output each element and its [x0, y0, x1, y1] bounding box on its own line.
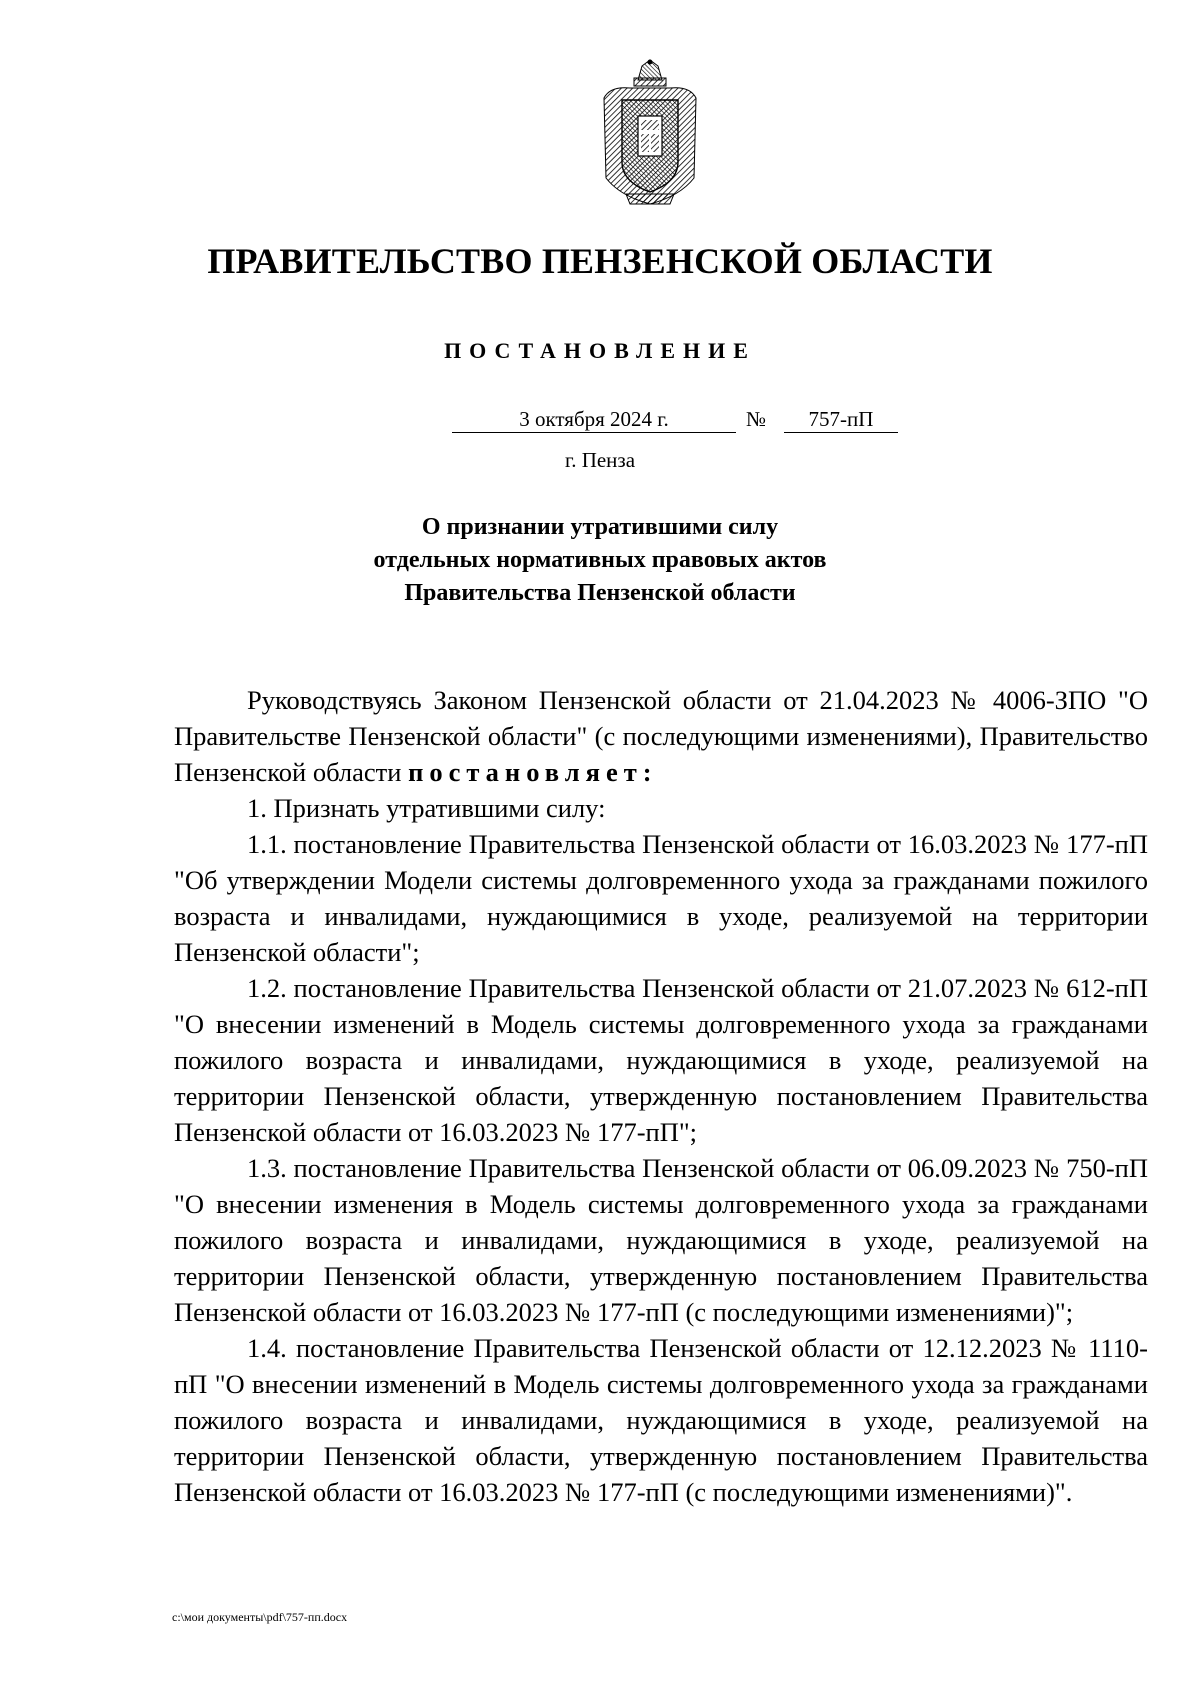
document-type: ПОСТАНОВЛЕНИЕ	[444, 338, 756, 363]
item-1-2: 1.2. постановление Правительства Пензенской области от 21.07.2023 № 612-пП "О внесении изменений в Модель системы долговременного ухода за гражданами пожилого возраста и инвалидами, нуждающимися в уходе, реализуемой на территории Пензенской области, утвержденную постановлением Правительства Пензенской области от 16.03.2023 № 177-пП";	[174, 973, 1148, 1147]
subject-line-2: отдельных нормативных правовых актов	[373, 547, 827, 573]
organization-title: ПРАВИТЕЛЬСТВО ПЕНЗЕНСКОЙ ОБЛАСТИ	[207, 241, 993, 281]
item-1-3: 1.3. постановление Правительства Пензенской области от 06.09.2023 № 750-пП "О внесении изменения в Модель системы долговременного ухода за гражданами пожилого возраста и инвалидами, нуждающимися в уходе, реализуемой на территории Пензенской области, утвержденную постановлением Правительства Пензенской области от 16.03.2023 № 177-пП (с последующими изменениями)";	[174, 1153, 1148, 1327]
subject-line-3: Правительства Пензенской области	[404, 580, 796, 606]
preamble-text: Руководствуясь Законом Пензенской области от 21.04.2023 № 4006-ЗПО "О Правительстве Пензенской области" (с последующими изменениями), Правительство Пензенской области	[174, 685, 1148, 787]
decree-colon: :	[642, 757, 652, 787]
subject-line-1: О признании утратившими силу	[421, 514, 779, 540]
decree-word: постановляет	[408, 757, 643, 787]
file-path-footer: c:\мои документы\pdf\757-пп.docx	[172, 1610, 348, 1624]
date-number-line	[0, 406, 1200, 436]
item-1: 1. Признать утратившими силу:	[247, 793, 606, 823]
coat-of-arms-icon	[600, 58, 700, 206]
item-1-1: 1.1. постановление Правительства Пензенской области от 16.03.2023 № 177-пП "Об утверждении Модели системы долговременного ухода за гражданами пожилого возраста и инвалидами, нуждающимися в уходе, реализуемой на территории Пензенской области";	[174, 829, 1148, 967]
item-1-4: 1.4. постановление Правительства Пензенской области от 12.12.2023 № 1110-пП "О внесении изменений в Модель системы долговременного ухода за гражданами пожилого возраста и инвалидами, нуждающимися в уходе, реализуемой на территории Пензенской области, утвержденную постановлением Правительства Пензенской области от 16.03.2023 № 177-пП (с последующими изменениями)".	[174, 1333, 1148, 1507]
number-sign: №	[746, 407, 767, 431]
document-number: 757-пП	[784, 406, 898, 433]
document-body	[174, 682, 1148, 1510]
document-subject	[0, 511, 1200, 610]
preamble-paragraph	[174, 682, 1148, 790]
document-date: 3 октября 2024 г.	[452, 406, 736, 433]
city-name: г. Пенза	[564, 448, 636, 472]
